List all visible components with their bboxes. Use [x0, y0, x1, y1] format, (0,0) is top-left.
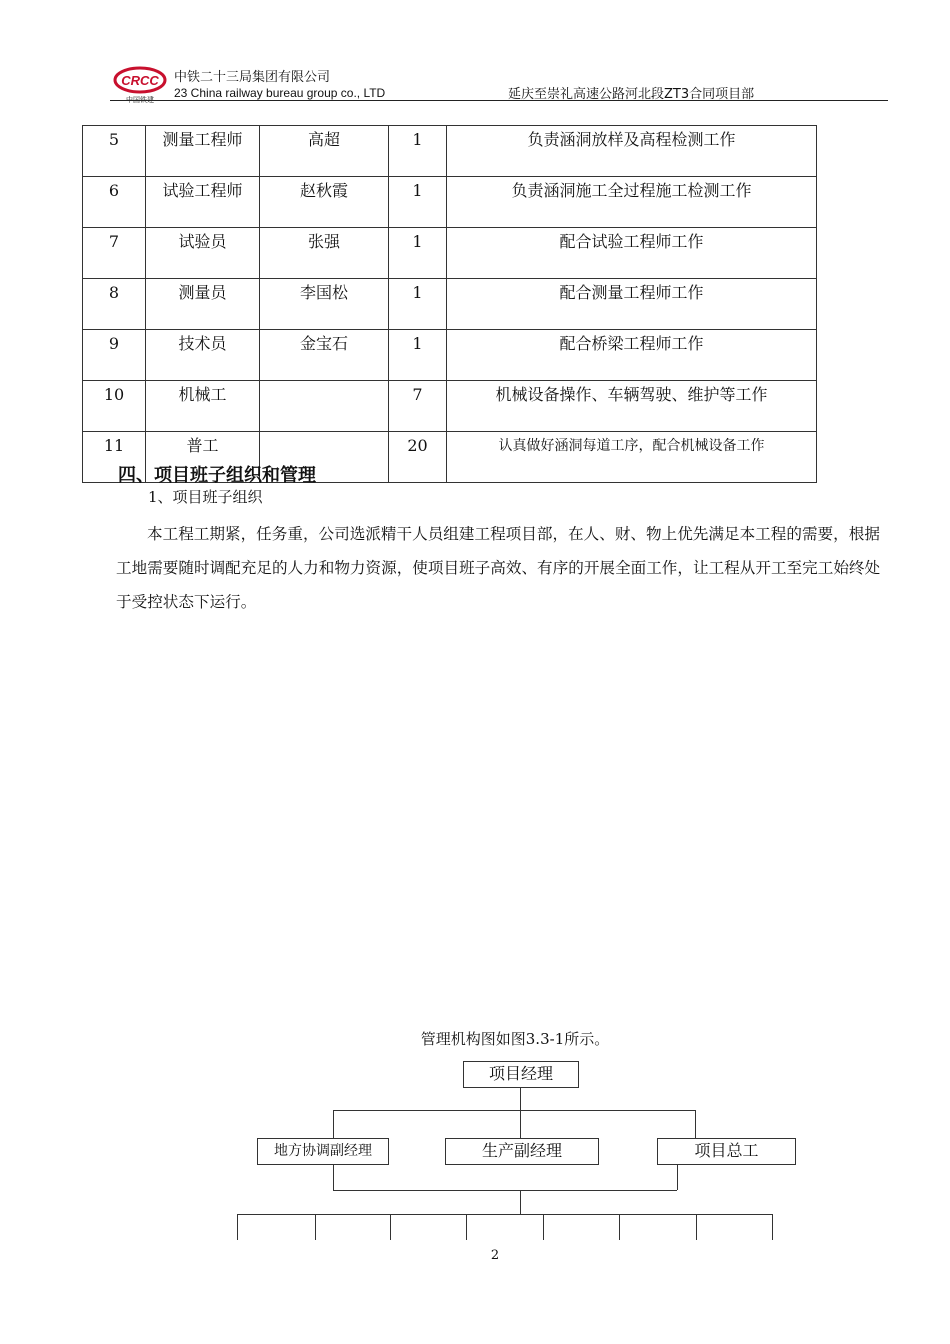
org-connector	[315, 1214, 316, 1240]
table-cell: 金宝石	[260, 330, 389, 381]
table-cell: 配合测量工程师工作	[447, 279, 817, 330]
table-cell: 认真做好涵洞每道工序，配合机械设备工作	[447, 432, 817, 483]
table-cell: 10	[83, 381, 146, 432]
table-cell: 1	[389, 279, 447, 330]
org-box-production-deputy: 生产副经理	[445, 1138, 599, 1165]
org-connector	[520, 1110, 521, 1138]
org-connector	[333, 1110, 334, 1138]
table-cell: 负责涵洞施工全过程施工检测工作	[447, 177, 817, 228]
table-cell: 7	[389, 381, 447, 432]
table-cell: 普工	[146, 432, 260, 483]
table-row	[83, 177, 817, 228]
org-connector	[237, 1214, 238, 1240]
table-cell: 测量员	[146, 279, 260, 330]
table-cell: 1	[389, 126, 447, 177]
org-connector	[237, 1214, 772, 1215]
table-cell: 20	[389, 432, 447, 483]
org-connector	[772, 1214, 773, 1240]
org-connector	[333, 1110, 695, 1111]
table-cell: 配合试验工程师工作	[447, 228, 817, 279]
table-cell: 高超	[260, 126, 389, 177]
table-cell: 机械设备操作、车辆驾驶、维护等工作	[447, 381, 817, 432]
table-cell: 技术员	[146, 330, 260, 381]
header-rule	[110, 100, 888, 101]
org-connector	[520, 1190, 521, 1214]
table-cell: 李国松	[260, 279, 389, 330]
table-cell: 1	[389, 228, 447, 279]
org-connector	[520, 1087, 521, 1110]
page-number: 2	[490, 1248, 500, 1263]
org-connector	[696, 1214, 697, 1240]
section-heading: 四、项目班子组织和管理	[118, 465, 316, 486]
table-cell: 负责涵洞放样及高程检测工作	[447, 126, 817, 177]
table-cell: 8	[83, 279, 146, 330]
table-cell: 1	[389, 330, 447, 381]
svg-text:CRCC: CRCC	[121, 73, 159, 88]
org-connector	[543, 1214, 544, 1240]
table-cell: 赵秋霞	[260, 177, 389, 228]
org-box-project-manager: 项目经理	[463, 1061, 579, 1088]
table-cell: 9	[83, 330, 146, 381]
table-row	[83, 381, 817, 432]
table-row	[83, 228, 817, 279]
org-connector	[333, 1190, 677, 1191]
table-cell: 测量工程师	[146, 126, 260, 177]
section-subheading: 1、项目班子组织	[148, 488, 263, 506]
staff-table	[82, 125, 817, 483]
crcc-logo	[112, 64, 168, 104]
table-cell	[260, 381, 389, 432]
table-cell: 试验员	[146, 228, 260, 279]
table-cell: 试验工程师	[146, 177, 260, 228]
company-name-cn: 中铁二十三局集团有限公司	[174, 70, 331, 85]
org-connector	[677, 1164, 678, 1190]
org-box-local-coordination-deputy: 地方协调副经理	[257, 1138, 389, 1165]
table-cell: 1	[389, 177, 447, 228]
table-cell: 张强	[260, 228, 389, 279]
table-cell: 11	[83, 432, 146, 483]
org-box-chief-engineer: 项目总工	[657, 1138, 796, 1165]
table-row	[83, 330, 817, 381]
staff-table-body	[83, 126, 817, 483]
table-cell: 6	[83, 177, 146, 228]
table-cell: 机械工	[146, 381, 260, 432]
org-connector	[390, 1214, 391, 1240]
table-row	[83, 279, 817, 330]
table-row	[83, 126, 817, 177]
svg-text:中国铁建: 中国铁建	[126, 96, 154, 104]
org-connector	[466, 1214, 467, 1240]
org-connector	[333, 1164, 334, 1190]
table-cell: 配合桥梁工程师工作	[447, 330, 817, 381]
org-chart-caption: 管理机构图如图3.3-1所示。	[420, 1030, 610, 1048]
org-connector	[695, 1110, 696, 1138]
org-connector	[619, 1214, 620, 1240]
section-paragraph: 本工程工期紧，任务重，公司选派精干人员组建工程项目部，在人、财、物上优先满足本工程的需要，根据工地需要随时调配充足的人力和物力资源，使项目班子高效、有序的开展全面工作，让工程从开工至完工始终处于受控状态下运行。	[116, 525, 881, 611]
table-cell: 5	[83, 126, 146, 177]
table-cell: 7	[83, 228, 146, 279]
project-name: 延庆至崇礼高速公路河北段ZT3合同项目部	[508, 87, 755, 102]
company-name-en: 23 China railway bureau group co., LTD	[174, 86, 386, 100]
